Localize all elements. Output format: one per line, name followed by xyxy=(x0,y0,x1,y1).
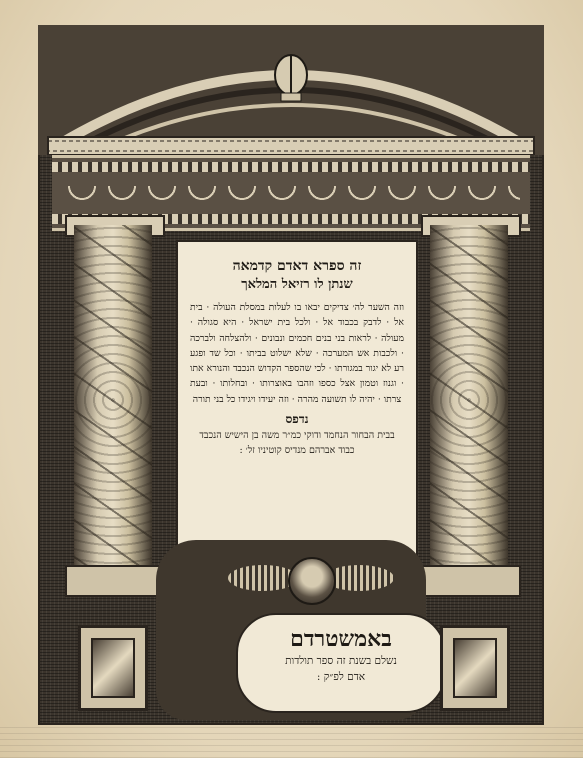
book-title: זה ספרא דאדם קדמאה xyxy=(232,258,362,274)
description-paragraph: וזה השער לה׳ צדיקים יבאו בו לעלות במסלת העולה · בית אל · לדבק בכבוד אל · ולכל בית ישראל · היא סגולה · מעולה · לראות בני בנים חכמים ונבונים · ולהצלחה ולברכה · ולכבות אש המערכה · שלא ישלוט בביתו · וכל שד ופגע רע לא יגור במגורתו · לכי שהספר הקדוש הנכבד והנורא אתו · וגנוז וטמון אצל כספו וזהבו באוצרותו · ובחלותו · ובעת צרתו · יהיה לו תשועה מהרה · וזה יעידו ויגידו כל בני תורה xyxy=(190,302,404,405)
date-line-1: נשלם בשנת זה ספר תולדות xyxy=(285,655,397,667)
printer-line: בבית הבחור הנחמד ודוקי כמ״ר משה בן הישיש הנכבד כבוד אברהם מנדיס קוטיניו זל׳ : xyxy=(199,430,395,457)
arch-ornament xyxy=(38,25,544,155)
imprint-box xyxy=(236,613,446,713)
bleed-through-margin xyxy=(0,725,583,758)
cherub-head-ornament xyxy=(288,557,336,605)
woodcut-border xyxy=(38,25,544,725)
book-subtitle: שנתן לו רזיאל המלאך xyxy=(241,277,353,292)
title-text-panel xyxy=(176,240,418,565)
date-line-2: אדם לפ״ק : xyxy=(316,671,366,683)
left-column xyxy=(74,225,152,575)
left-column-base xyxy=(65,565,165,597)
right-pedestal-block xyxy=(440,625,510,711)
right-column-base xyxy=(421,565,521,597)
printed-label: נדפס xyxy=(285,412,309,427)
city-name: באמשטרדם xyxy=(290,626,392,652)
right-column xyxy=(430,225,508,575)
left-pedestal-block xyxy=(78,625,148,711)
